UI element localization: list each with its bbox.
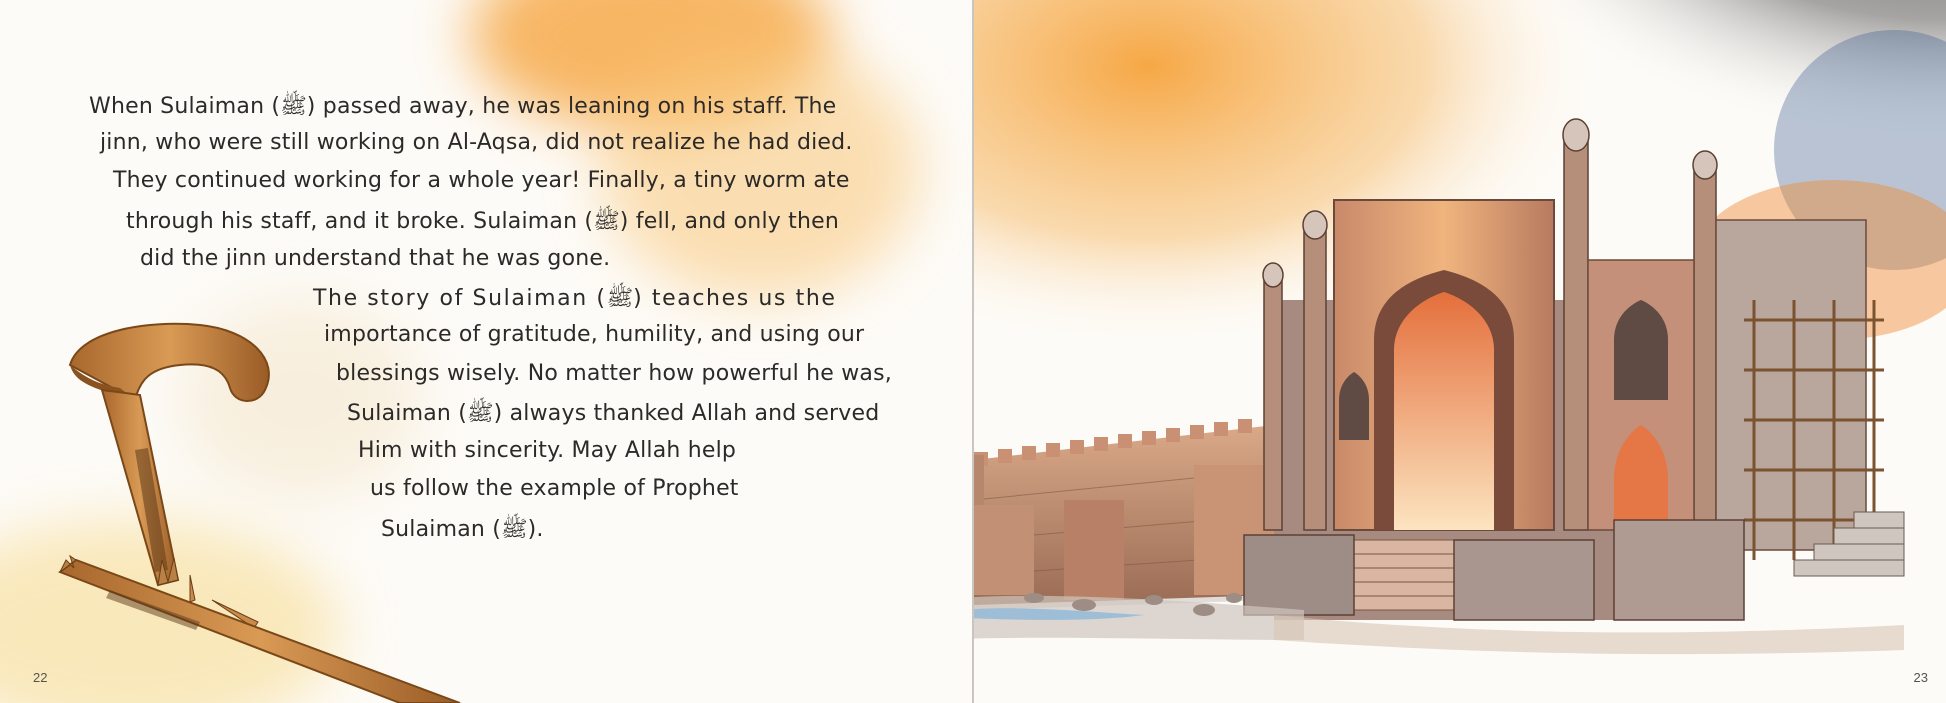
page-number: 23 [1913, 670, 1928, 685]
text-line: through his staff, and it broke. Sulaiman (ﷺ) fell, and only then [126, 209, 840, 234]
text-line: us follow the example of Prophet [370, 476, 739, 501]
text-line: blessings wisely. No matter how powerful he was, [336, 361, 892, 386]
broken-staff-illustration [40, 310, 480, 703]
text-line: jinn, who were still working on Al-Aqsa, did not realize he had died. [100, 130, 853, 155]
text-line: did the jinn understand that he was gone. [140, 246, 611, 271]
text-line: The story of Sulaiman (ﷺ) teaches us the [313, 286, 837, 311]
right-page [974, 0, 1946, 703]
text-line: They continued working for a whole year! Finally, a tiny worm ate [113, 168, 850, 193]
text-line: importance of gratitude, humility, and using our [324, 322, 865, 347]
page-number: 22 [33, 670, 48, 685]
text-line: Sulaiman (ﷺ) always thanked Allah and served [347, 401, 880, 426]
text-line: Sulaiman (ﷺ). [381, 517, 544, 542]
al-aqsa-construction-illustration [974, 0, 1946, 703]
text-line: When Sulaiman (ﷺ) passed away, he was leaning on his staff. The [89, 94, 837, 119]
text-line: Him with sincerity. May Allah help [358, 438, 737, 463]
